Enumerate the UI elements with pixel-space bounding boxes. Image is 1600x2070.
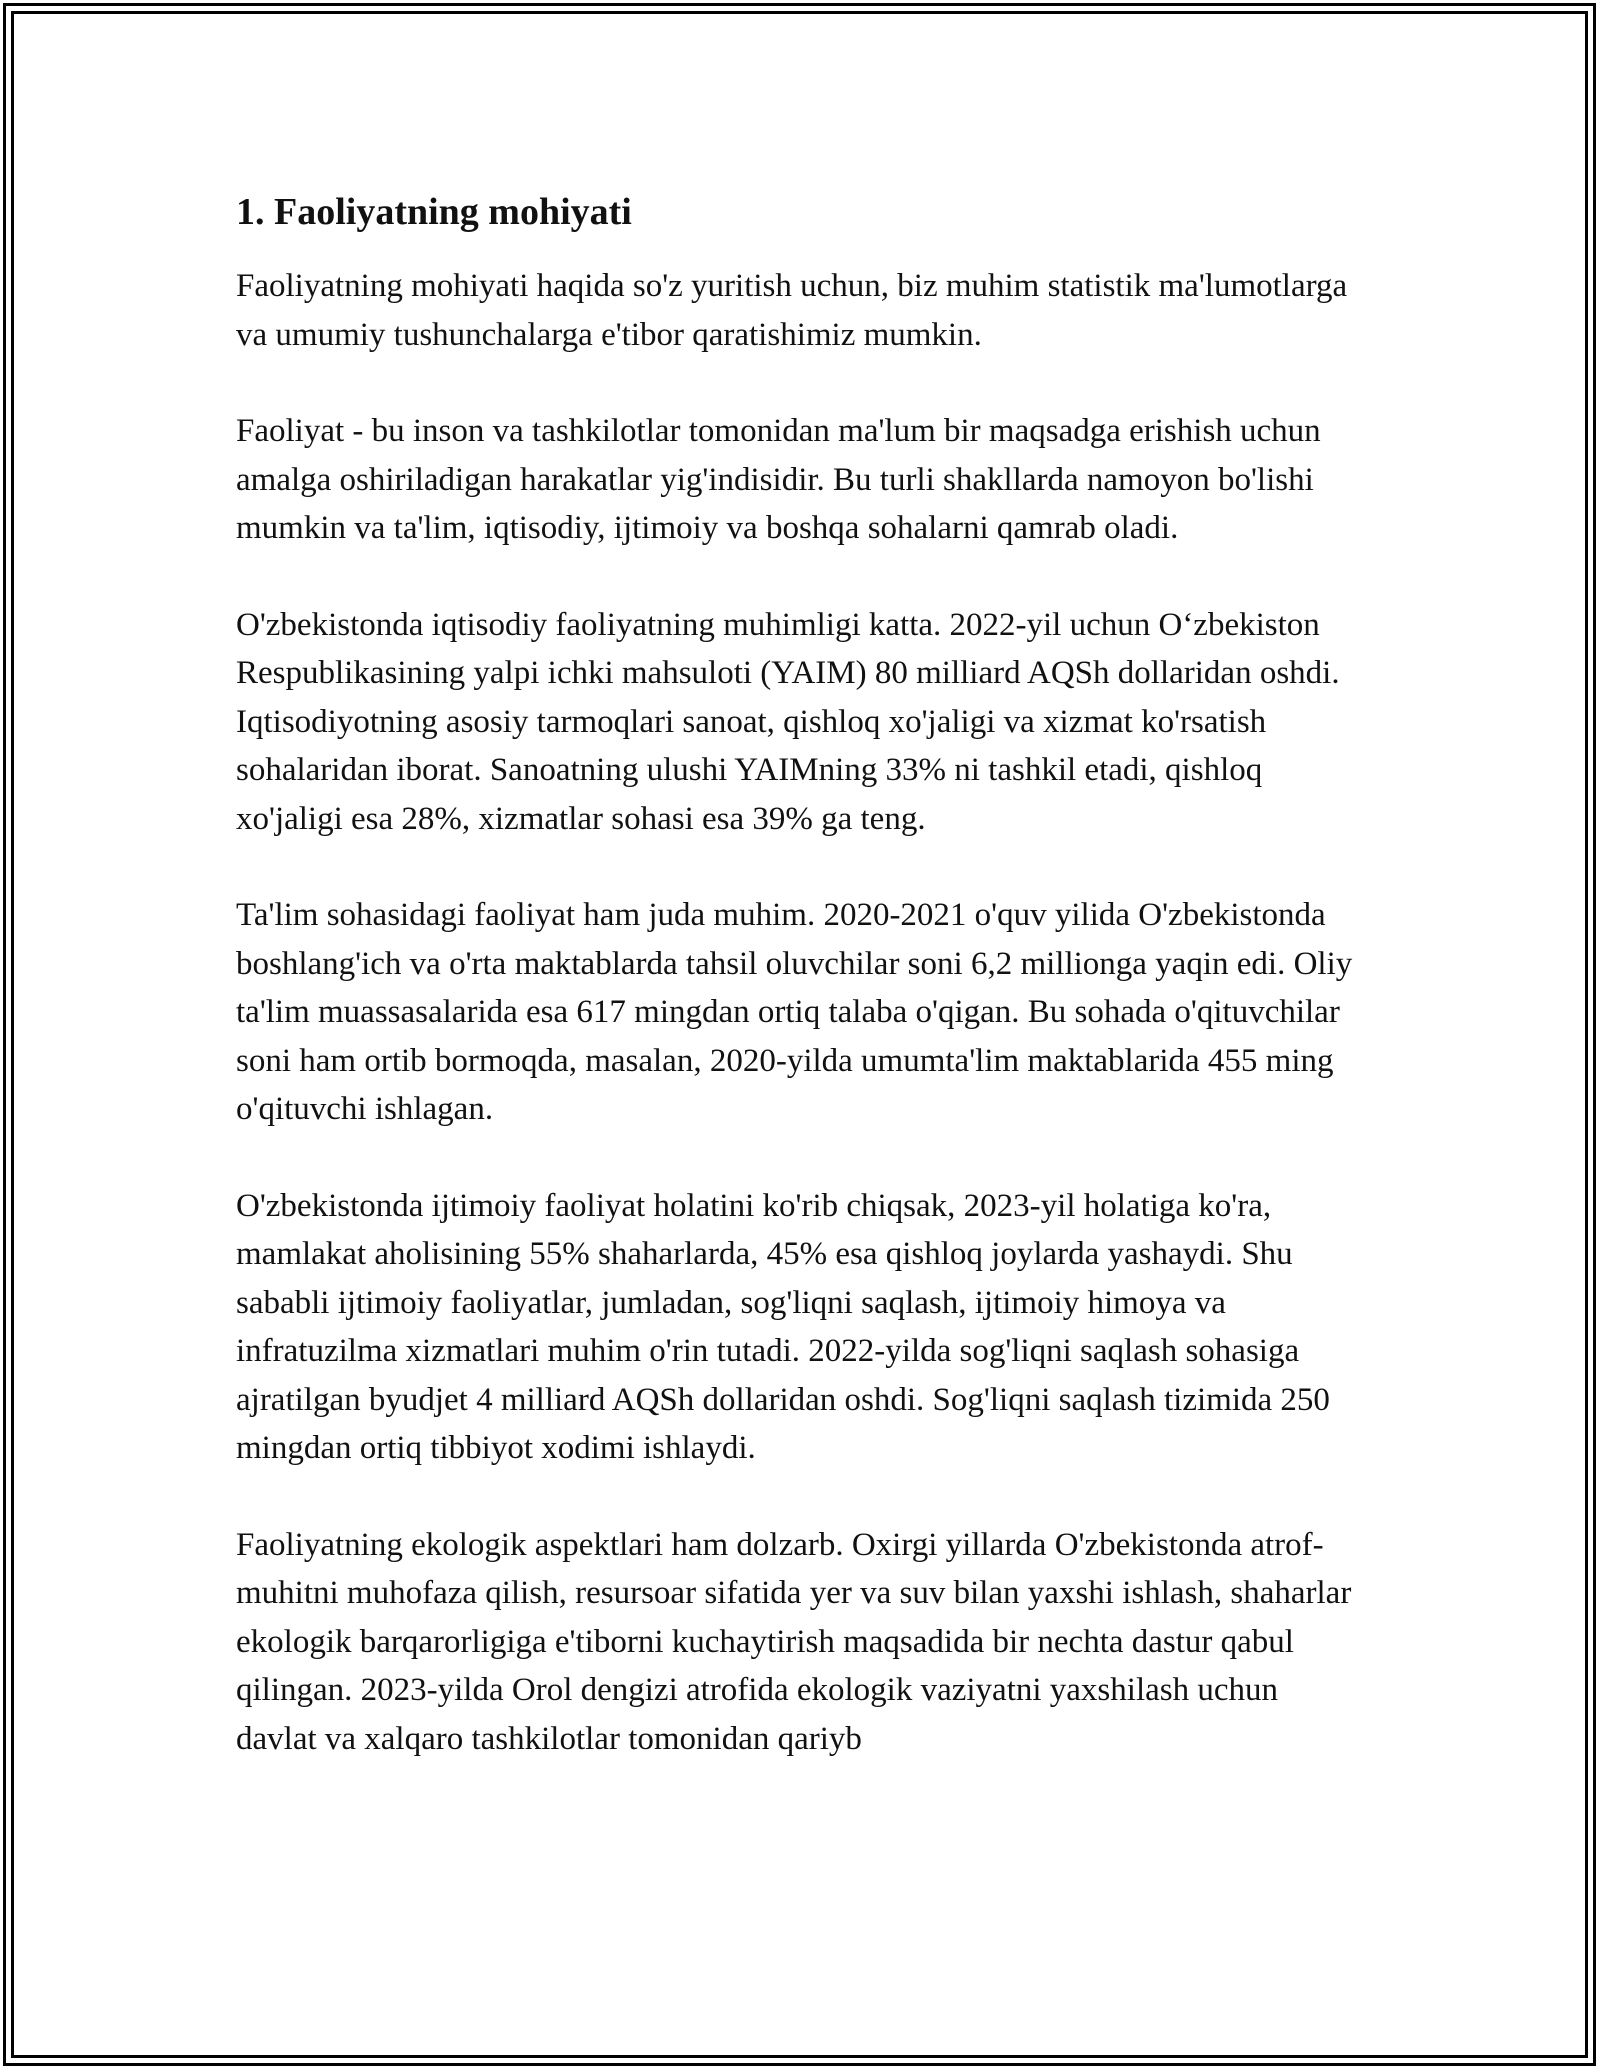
- document-body: [236, 188, 1366, 1811]
- section-heading: 1. Faoliyatning mohiyati: [236, 191, 632, 233]
- paragraph-economy: O'zbekistonda iqtisodiy faoliyatning muhimligi katta. 2022-yil uchun O‘zbekiston Respublikasining yalpi ichki mahsuloti (YAIM) 80 milliard AQSh dollaridan oshdi. Iqtisodiyotning asosiy tarmoqlari sanoat, qishloq xo'jaligi va xizmat ko'rsatish sohalaridan iborat. Sanoatning ulushi YAIMning 33% ni tashkil etadi, qishloq xo'jaligi esa 28%, xizmatlar sohasi esa 39% ga teng.: [236, 606, 1340, 837]
- paragraph-social: O'zbekistonda ijtimoiy faoliyat holatini ko'rib chiqsak, 2023-yil holatiga ko'ra, mamlakat aholisining 55% shaharlarda, 45% esa qishloq joylarda yashaydi. Shu sababli ijtimoiy faoliyatlar, jumladan, sog'liqni saqlash, ijtimoiy himoya va infratuzilma xizmatlari muhim o'rin tutadi. 2022-yilda sog'liqni saqlash sohasiga ajratilgan byudjet 4 milliard AQSh dollaridan oshdi. Sog'liqni saqlash tizimida 250 mingdan ortiq tibbiyot xodimi ishlaydi.: [236, 1187, 1330, 1466]
- paragraph-intro: Faoliyatning mohiyati haqida so'z yuritish uchun, biz muhim statistik ma'lumotlarga va umumiy tushunchalarga e'tibor qaratishimiz mumkin.: [236, 268, 1348, 353]
- paragraph-education: Ta'lim sohasidagi faoliyat ham juda muhim. 2020-2021 o'quv yilida O'zbekistonda boshlang'ich va o'rta maktablarda tahsil oluvchilar soni 6,2 millionga yaqin edi. Oliy ta'lim muassasalarida esa 617 mingdan ortiq talaba o'qigan. Bu sohada o'qituvchilar soni ham ortib bormoqda, masalan, 2020-yilda umumta'lim maktablarida 455 ming o'qituvchi ishlagan.: [236, 897, 1353, 1127]
- paragraph-ecology: Faoliyatning ekologik aspektlari ham dolzarb. Oxirgi yillarda O'zbekistonda atrof-muhitni muhofaza qilish, resursoar sifatida yer va suv bilan yaxshi ishlash, shaharlar ekologik barqarorligiga e'tiborni kuchaytirish maqsadida bir nechta dastur qabul qilingan. 2023-yilda Orol dengizi atrofida ekologik vaziyatni yaxshilash uchun davlat va xalqaro tashkilotlar tomonidan qariyb: [236, 1526, 1352, 1757]
- paragraph-definition: Faoliyat - bu inson va tashkilotlar tomonidan ma'lum bir maqsadga erishish uchun amalga oshiriladigan harakatlar yig'indisidir. Bu turli shakllarda namoyon bo'lishi mumkin va ta'lim, iqtisodiy, ijtimoiy va boshqa sohalarni qamrab oladi.: [236, 413, 1321, 546]
